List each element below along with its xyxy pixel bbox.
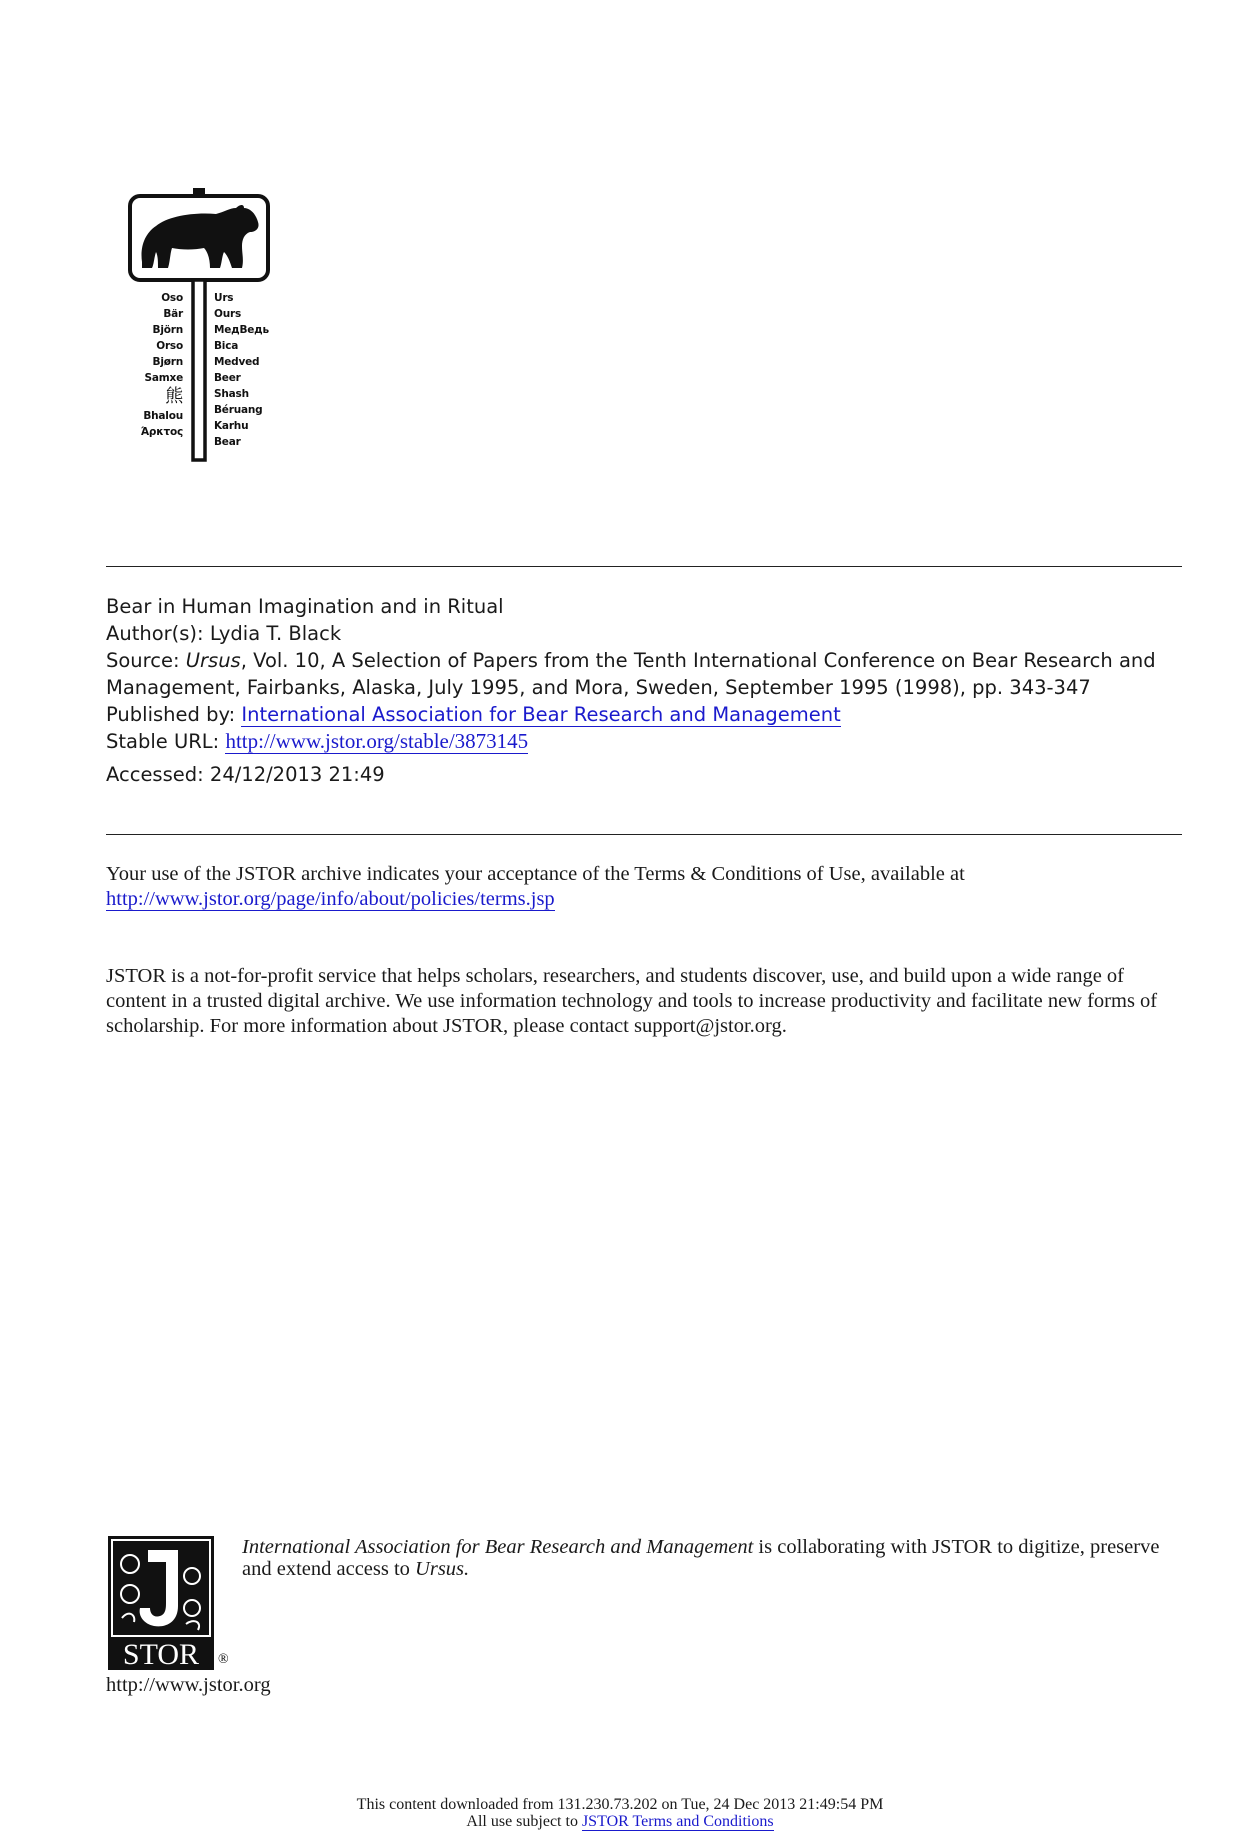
bear-words-left: Oso Bär Björn Orso Bjørn Samxe 熊 Bhalou Άρκτος <box>140 292 183 438</box>
about-jstor-paragraph: JSTOR is a not-for-profit service that helps scholars, researchers, and students discover, use, and build upon a wide range of content in a trusted digital archive. We use information technology and tools to increase productivity and facilitate new forms of scholarship. For more information about JSTOR, please contact support@jstor.org. <box>106 965 1158 1037</box>
publisher-link[interactable]: International Association for Bear Research and Management <box>241 703 841 726</box>
collaboration-note: International Association for Bear Research and Management is collaborating with JSTOR to digitize, preserve and extend access to Ursus. <box>242 1536 1160 1580</box>
terms-text: Your use of the JSTOR archive indicates your acceptance of the Terms & Conditions of Use, available at <box>106 863 965 885</box>
source-line: Source: Ursus, Vol. 10, A Selection of Papers from the Tenth International Conference on Bear Research and Management, Fairbanks, Alaska, July 1995, and Mora, Sweden, September 1995 (1998), pp. 343-347 <box>106 649 1156 699</box>
published-by-line: Published by: International Association for Bear Research and Management <box>106 703 841 726</box>
terms-link[interactable]: http://www.jstor.org/page/info/about/policies/terms.jsp <box>106 888 555 910</box>
download-info: This content downloaded from 131.230.73.202 on Tue, 24 Dec 2013 21:49:54 PM <box>356 1796 884 1813</box>
stable-url-line: Stable URL: http://www.jstor.org/stable/3873145 <box>106 729 529 753</box>
bear-words-right: Urs Ours МедВедь Bica Medved Beer Shash Béruang Karhu Bear <box>214 292 269 448</box>
accessed-line: Accessed: 24/12/2013 21:49 <box>106 763 385 786</box>
registered-mark: ® <box>218 1652 229 1667</box>
jstor-logo <box>108 1536 214 1670</box>
authors-line: Author(s): Lydia T. Black <box>106 622 342 645</box>
jstor-terms-link[interactable]: JSTOR Terms and Conditions <box>581 1813 774 1830</box>
source-details: , Vol. 10, A Selection of Papers from the Tenth International Conference on Bear Research and Management, Fairbanks, Alaska, July 1995, and Mora, Sweden, September 1995 (1998), pp. 343-347 <box>106 649 1156 699</box>
stable-url-link[interactable]: http://www.jstor.org/stable/3873145 <box>225 729 529 753</box>
article-title: Bear in Human Imagination and in Ritual <box>106 595 504 618</box>
jstor-logo-icon <box>108 1536 214 1670</box>
jstor-url[interactable]: http://www.jstor.org <box>106 1674 271 1696</box>
bear-logo <box>124 186 284 462</box>
accessed-date: 24/12/2013 21:49 <box>209 763 385 786</box>
journal-name: Ursus <box>185 649 241 672</box>
collab-publisher: International Association for Bear Research and Management <box>242 1536 754 1558</box>
author-name: Lydia T. Black <box>209 622 342 645</box>
bottom-divider <box>106 834 1182 835</box>
citation-block <box>106 593 1186 788</box>
terms-paragraph <box>106 862 1186 912</box>
terms-footer-line: All use subject to JSTOR Terms and Conditions <box>466 1813 774 1830</box>
download-footer <box>0 1796 1240 1830</box>
collab-journal: Ursus. <box>415 1558 470 1580</box>
top-divider <box>106 566 1182 567</box>
jstor-logo-text: STOR <box>122 1638 200 1670</box>
